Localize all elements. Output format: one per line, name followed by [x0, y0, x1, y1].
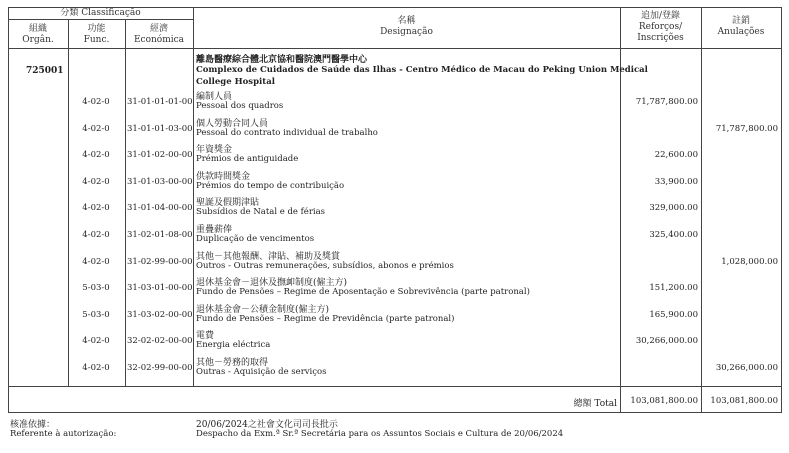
total-reforco: 103,081,800.00 [630, 396, 698, 406]
reforco-header-cn: 追加/登錄 [640, 11, 681, 21]
row-reforco: 22,600.00 [654, 150, 698, 160]
row-desc-pt: Outros - Outras remunerações, subsídios, abonos e prémios [196, 261, 454, 271]
row-desc-cn: 聖誕及假期津貼 [196, 198, 260, 208]
row-econ: 31-01-01-03-00 [127, 124, 193, 134]
row-econ: 31-01-01-01-00 [127, 97, 193, 107]
row-reforco: 30,266,000.00 [635, 336, 698, 346]
organ-header [8, 24, 68, 46]
row-desc-pt: Prémios de antiguidade [196, 154, 299, 164]
row-func: 5-03-0 [82, 283, 110, 293]
row-desc-cn: 電費 [196, 331, 215, 341]
row-anulacao: 30,266,000.00 [715, 363, 778, 373]
reforco-header [620, 11, 701, 44]
row-desc-cn: 退休基金會－公積金制度(僱主方) [196, 305, 330, 315]
organ-name-cn: 離島醫療綜合體北京協和醫院澳門醫學中心 [196, 55, 368, 65]
header-bottom-border [8, 48, 781, 49]
row-func: 4-02-0 [82, 177, 110, 187]
row-econ: 31-01-02-00-00 [127, 150, 193, 160]
anulacao-header [701, 16, 781, 38]
col-line-left [8, 7, 9, 413]
row-desc-pt: Subsídios de Natal e de férias [196, 207, 326, 217]
row-desc-cn: 其他－勞務的取得 [196, 358, 269, 368]
col-line-reforco [701, 7, 702, 413]
col-line-organ [68, 19, 69, 386]
row-desc-pt: Pessoal dos quadros [196, 101, 284, 111]
row-reforco: 71,787,800.00 [635, 97, 698, 107]
organ-header-cn: 組織 [28, 24, 47, 34]
row-desc-cn: 供款時間獎金 [196, 172, 251, 182]
row-desc-cn: 編制人員 [196, 92, 233, 102]
row-econ: 31-02-01-08-00 [127, 230, 193, 240]
row-desc-cn: 個人勞動合同人員 [196, 119, 269, 129]
footer-value-cn: 20/06/2024之社會文化司司長批示 [196, 420, 338, 430]
row-reforco: 325,400.00 [649, 230, 698, 240]
row-econ: 31-03-01-00-00 [127, 283, 193, 293]
desig-header-pt: Designação [380, 27, 433, 37]
econ-header [125, 24, 193, 46]
row-desc-pt: Prémios do tempo de contribuição [196, 181, 345, 191]
row-econ: 31-01-03-00-00 [127, 177, 193, 187]
row-desc-pt: Duplicação de vencimentos [196, 234, 315, 244]
func-header [68, 24, 125, 46]
reforco-header-pt2: Inscrições [637, 33, 684, 43]
row-desc-pt: Fundo de Pensões – Regime de Aposentação e Sobrevivência (parte patronal) [196, 287, 530, 297]
row-func: 4-02-0 [82, 97, 110, 107]
organ-code: 725001 [26, 66, 64, 76]
footer-label-cn: 核准依據： [10, 420, 56, 430]
row-func: 4-02-0 [82, 230, 110, 240]
col-line-econ [193, 7, 194, 387]
row-func: 4-02-0 [82, 203, 110, 213]
row-desc-cn: 退休基金會－退休及撫卹制度(僱主方) [196, 278, 348, 288]
footer-label-pt: Referente à autorização: [10, 429, 117, 439]
desig-header [193, 16, 620, 38]
row-func: 5-03-0 [82, 310, 110, 320]
anulacao-header-pt: Anulações [717, 27, 765, 37]
func-header-pt: Func. [83, 35, 110, 45]
row-func: 4-02-0 [82, 150, 110, 160]
body-bottom-border [8, 386, 781, 387]
row-reforco: 165,900.00 [649, 310, 698, 320]
row-func: 4-02-0 [82, 124, 110, 134]
anulacao-header-cn: 註銷 [731, 16, 750, 26]
row-reforco: 33,900.00 [654, 177, 698, 187]
classification-header: 分類 Classificação [60, 8, 141, 18]
organ-name-pt-line2: College Hospital [196, 77, 275, 87]
row-econ: 31-03-02-00-00 [127, 310, 193, 320]
row-desc-cn: 年資獎金 [196, 145, 233, 155]
row-econ: 31-01-04-00-00 [127, 203, 193, 213]
row-desc-pt: Energia eléctrica [196, 340, 271, 350]
row-anulacao: 1,028,000.00 [721, 257, 778, 267]
row-econ: 32-02-99-00-00 [127, 363, 193, 373]
footer-value-pt: Despacho da Exm.ª Sr.ª Secretária para os Assuntos Sociais e Cultura de 20/06/2024 [196, 429, 564, 439]
row-desc-cn: 重疊薪俸 [196, 225, 233, 235]
col-line-right [781, 7, 782, 413]
row-econ: 32-02-02-00-00 [127, 336, 193, 346]
row-anulacao: 71,787,800.00 [715, 124, 778, 134]
reforco-header-pt1: Reforços/ [638, 22, 683, 32]
total-bottom-border [8, 412, 781, 413]
total-anulacao: 103,081,800.00 [710, 396, 778, 406]
row-func: 4-02-0 [82, 336, 110, 346]
row-desc-cn: 其他－其他報酬、津貼、補助及獎賞 [196, 252, 341, 262]
organ-header-pt: Orgân. [22, 35, 54, 45]
row-desc-pt: Pessoal do contrato individual de trabalho [196, 128, 378, 138]
row-reforco: 151,200.00 [649, 283, 698, 293]
col-line-func [125, 19, 126, 386]
organ-name-pt-line1: Complexo de Cuidados de Saúde das Ilhas - Centro Médico de Macau do Peking Union Medical [196, 65, 648, 75]
econ-header-pt: Económica [133, 35, 185, 45]
row-reforco: 329,000.00 [649, 203, 698, 213]
total-label: 總額 Total [573, 399, 617, 409]
classification-subheader-line [8, 19, 193, 20]
row-econ: 31-02-99-00-00 [127, 257, 193, 267]
row-func: 4-02-0 [82, 257, 110, 267]
row-desc-pt: Fundo de Pensões – Regime de Previdência (parte patronal) [196, 314, 455, 324]
row-desc-pt: Outras - Aquisição de serviços [196, 367, 327, 377]
row-func: 4-02-0 [82, 363, 110, 373]
econ-header-cn: 經濟 [149, 24, 168, 34]
desig-header-cn: 名稱 [397, 16, 416, 26]
func-header-cn: 功能 [87, 24, 106, 34]
